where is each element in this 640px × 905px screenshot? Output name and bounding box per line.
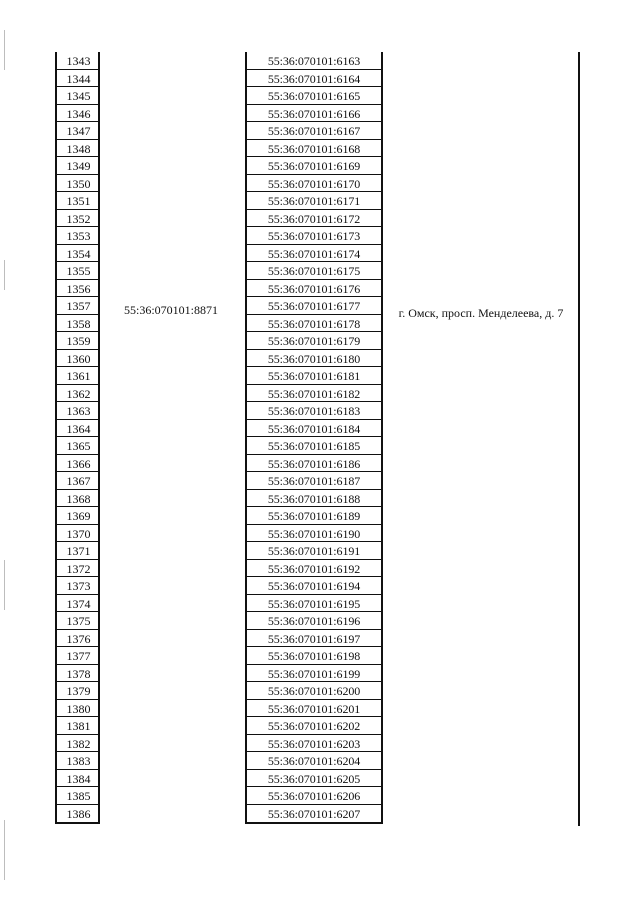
row-number-cell: 1352 — [57, 210, 98, 228]
table-right-border — [578, 52, 580, 826]
row-number-cell: 1373 — [57, 577, 98, 595]
cadastral-number-cell: 55:36:070101:6184 — [247, 420, 381, 438]
cadastral-number-cell: 55:36:070101:6179 — [247, 332, 381, 350]
cadastral-number-cell: 55:36:070101:6165 — [247, 87, 381, 105]
row-number-cell: 1349 — [57, 157, 98, 175]
row-number-cell: 1347 — [57, 122, 98, 140]
row-number-cell: 1383 — [57, 752, 98, 770]
cadastral-number-cell: 55:36:070101:6164 — [247, 70, 381, 88]
row-number-cell: 1377 — [57, 647, 98, 665]
row-number-cell: 1380 — [57, 700, 98, 718]
row-number-cell: 1365 — [57, 437, 98, 455]
row-number-cell: 1351 — [57, 192, 98, 210]
row-number-cell: 1375 — [57, 612, 98, 630]
parent-cadastral-number: 55:36:070101:8871 — [123, 303, 218, 317]
row-number-cell: 1355 — [57, 262, 98, 280]
row-number-cell: 1384 — [57, 770, 98, 788]
row-number-cell: 1358 — [57, 315, 98, 333]
row-number-column — [55, 52, 100, 824]
row-number-cell: 1356 — [57, 280, 98, 298]
row-number-cell: 1360 — [57, 350, 98, 368]
cadastral-number-cell: 55:36:070101:6187 — [247, 472, 381, 490]
cadastral-number-cell: 55:36:070101:6194 — [247, 577, 381, 595]
row-number-cell: 1368 — [57, 490, 98, 508]
row-number-cell: 1367 — [57, 472, 98, 490]
cadastral-number-cell: 55:36:070101:6169 — [247, 157, 381, 175]
row-number-cell: 1364 — [57, 420, 98, 438]
cadastral-number-cell: 55:36:070101:6190 — [247, 525, 381, 543]
cadastral-number-cell: 55:36:070101:6170 — [247, 175, 381, 193]
scan-mark — [4, 560, 5, 610]
cadastral-number-cell: 55:36:070101:6192 — [247, 560, 381, 578]
cadastral-number-cell: 55:36:070101:6180 — [247, 350, 381, 368]
row-number-cell: 1362 — [57, 385, 98, 403]
row-number-cell: 1371 — [57, 542, 98, 560]
row-number-cell: 1379 — [57, 682, 98, 700]
row-number-cell: 1374 — [57, 595, 98, 613]
scan-mark — [4, 820, 5, 880]
cadastral-number-cell: 55:36:070101:6205 — [247, 770, 381, 788]
row-number-cell: 1348 — [57, 140, 98, 158]
row-number-cell: 1350 — [57, 175, 98, 193]
cadastral-number-cell: 55:36:070101:6191 — [247, 542, 381, 560]
cadastral-number-cell: 55:36:070101:6172 — [247, 210, 381, 228]
row-number-cell: 1359 — [57, 332, 98, 350]
row-number-cell: 1381 — [57, 717, 98, 735]
cadastral-number-cell: 55:36:070101:6200 — [247, 682, 381, 700]
cadastral-number-cell: 55:36:070101:6198 — [247, 647, 381, 665]
cadastral-number-cell: 55:36:070101:6201 — [247, 700, 381, 718]
cadastral-number-cell: 55:36:070101:6175 — [247, 262, 381, 280]
cadastral-number-cell: 55:36:070101:6189 — [247, 507, 381, 525]
address-text: г. Омск, просп. Менделеева, д. 7 — [398, 306, 564, 320]
cadastral-number-cell: 55:36:070101:6206 — [247, 787, 381, 805]
cadastral-number-cell: 55:36:070101:6176 — [247, 280, 381, 298]
row-number-cell: 1363 — [57, 402, 98, 420]
cadastral-number-cell: 55:36:070101:6178 — [247, 315, 381, 333]
cadastral-number-cell: 55:36:070101:6168 — [247, 140, 381, 158]
cadastral-number-cell: 55:36:070101:6207 — [267, 806, 361, 821]
cadastral-number-cell: 55:36:070101:6174 — [247, 245, 381, 263]
cadastral-number-cell: 55:36:070101:6203 — [247, 735, 381, 753]
cadastral-number-cell: 55:36:070101:6185 — [247, 437, 381, 455]
row-number-cell: 1344 — [57, 70, 98, 88]
cadastral-number-cell: 55:36:070101:6195 — [247, 595, 381, 613]
cadastral-number-cell: 55:36:070101:6199 — [247, 665, 381, 683]
scan-mark — [4, 30, 5, 70]
row-number-cell: 1346 — [57, 105, 98, 123]
cadastral-number-cell: 55:36:070101:6186 — [247, 455, 381, 473]
row-number-cell: 1343 — [57, 52, 98, 70]
row-number-cell: 1372 — [57, 560, 98, 578]
cadastral-number-cell: 55:36:070101:6181 — [247, 367, 381, 385]
row-number-cell: 1382 — [57, 735, 98, 753]
row-number-cell: 1370 — [57, 525, 98, 543]
row-number-cell: 1354 — [57, 245, 98, 263]
cadastral-number-cell: 55:36:070101:6177 — [247, 297, 381, 315]
scan-mark — [4, 260, 5, 290]
cadastral-number-cell: 55:36:070101:6167 — [247, 122, 381, 140]
cadastral-number-cell: 55:36:070101:6204 — [247, 752, 381, 770]
row-number-cell: 1369 — [57, 507, 98, 525]
cadastral-number-cell: 55:36:070101:6188 — [247, 490, 381, 508]
row-number-cell: 1345 — [57, 87, 98, 105]
cadastral-number-cell: 55:36:070101:6196 — [247, 612, 381, 630]
row-number-cell: 1386 — [66, 806, 91, 821]
cadastral-number-cell: 55:36:070101:6182 — [247, 385, 381, 403]
row-number-cell: 1376 — [57, 630, 98, 648]
cadastral-number-cell: 55:36:070101:6183 — [247, 402, 381, 420]
cadastral-number-cell: 55:36:070101:6197 — [247, 630, 381, 648]
row-number-cell: 1361 — [57, 367, 98, 385]
cadastral-number-column — [245, 52, 383, 824]
row-number-cell: 1357 — [57, 297, 98, 315]
row-number-cell: 1366 — [57, 455, 98, 473]
cadastral-number-cell: 55:36:070101:6202 — [247, 717, 381, 735]
row-number-cell: 1353 — [57, 227, 98, 245]
cadastral-number-cell: 55:36:070101:6166 — [247, 105, 381, 123]
cadastral-number-cell: 55:36:070101:6173 — [247, 227, 381, 245]
row-number-cell: 1378 — [57, 665, 98, 683]
cadastral-number-cell: 55:36:070101:6171 — [247, 192, 381, 210]
cadastral-number-cell: 55:36:070101:6163 — [247, 52, 381, 70]
row-number-cell: 1385 — [57, 787, 98, 805]
